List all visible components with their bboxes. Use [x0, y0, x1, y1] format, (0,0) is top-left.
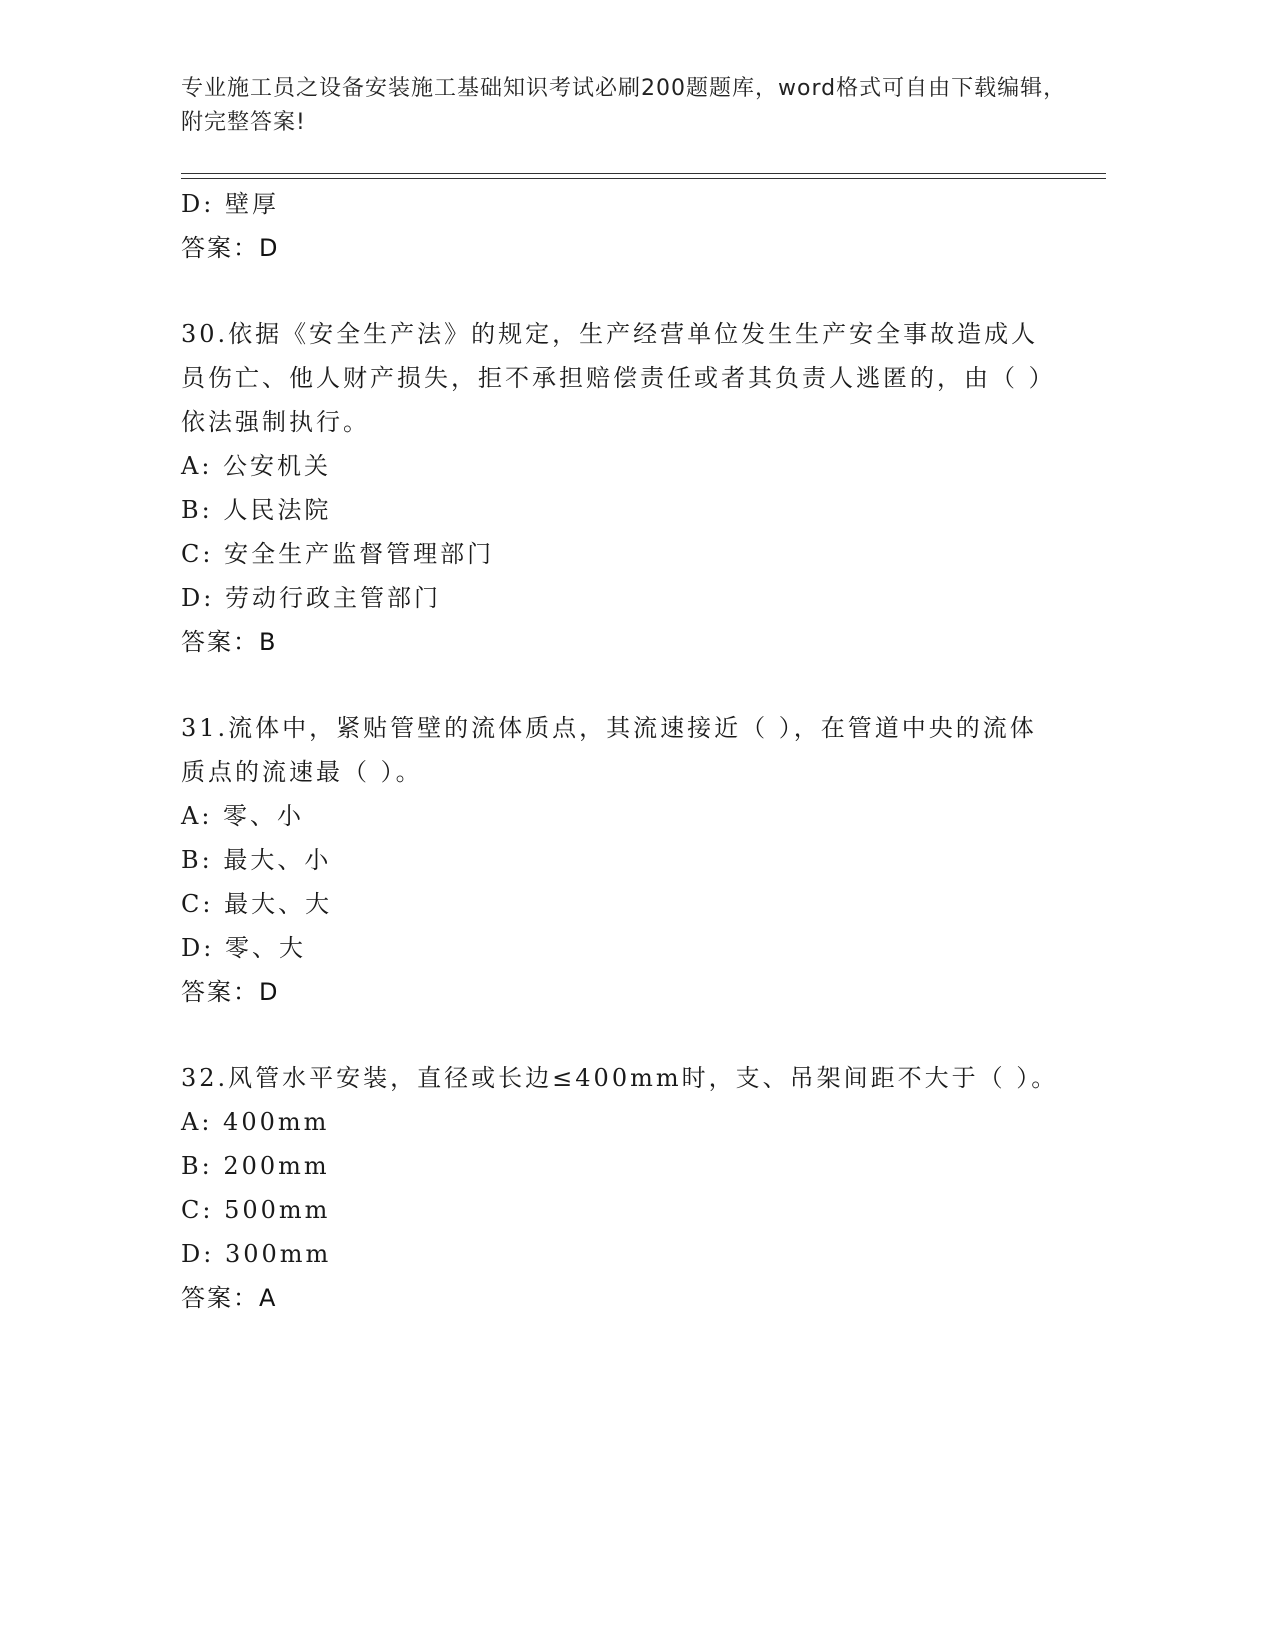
question-31 [181, 706, 1061, 1014]
option-c: C: 安全生产监督管理部门 [181, 540, 495, 568]
question-stem: 32.风管水平安装，直径或长边≤400mm时，支、吊架间距不大于（ ）。 [181, 1064, 1059, 1092]
question-stem: 31.流体中，紧贴管壁的流体质点，其流速接近（ ），在管道中央的流体质点的流速最（ ）。 [181, 714, 1037, 786]
document-body [181, 182, 1061, 1320]
option-c: C: 最大、大 [181, 890, 333, 918]
answer-line: 答案：D [181, 978, 280, 1006]
page-header: 专业施工员之设备安装施工基础知识考试必刷200题题库，word格式可自由下载编辑，附完整答案! [181, 76, 1067, 135]
option-a: A: 零、小 [181, 802, 305, 830]
header-divider [181, 173, 1106, 179]
option-d: D: 壁厚 [181, 190, 279, 218]
option-b: B: 200mm [181, 1152, 330, 1180]
option-a: A: 400mm [181, 1108, 330, 1136]
option-c: C: 500mm [181, 1196, 331, 1224]
answer-line: 答案：B [181, 628, 278, 656]
option-d: D: 300mm [181, 1240, 332, 1268]
answer-line: 答案：A [181, 1284, 278, 1312]
question-30 [181, 312, 1061, 664]
option-a: A: 公安机关 [181, 452, 332, 480]
previous-question-tail [181, 182, 1061, 270]
question-stem: 30.依据《安全生产法》的规定，生产经营单位发生生产安全事故造成人员伤亡、他人财产损失，拒不承担赔偿责任或者其负责人逃匿的，由（ ）依法强制执行。 [181, 320, 1056, 436]
option-b: B: 最大、小 [181, 846, 332, 874]
answer-line: 答案：D [181, 234, 280, 262]
option-d: D: 零、大 [181, 934, 306, 962]
option-d: D: 劳动行政主管部门 [181, 584, 441, 612]
option-b: B: 人民法院 [181, 496, 332, 524]
question-32 [181, 1056, 1061, 1320]
